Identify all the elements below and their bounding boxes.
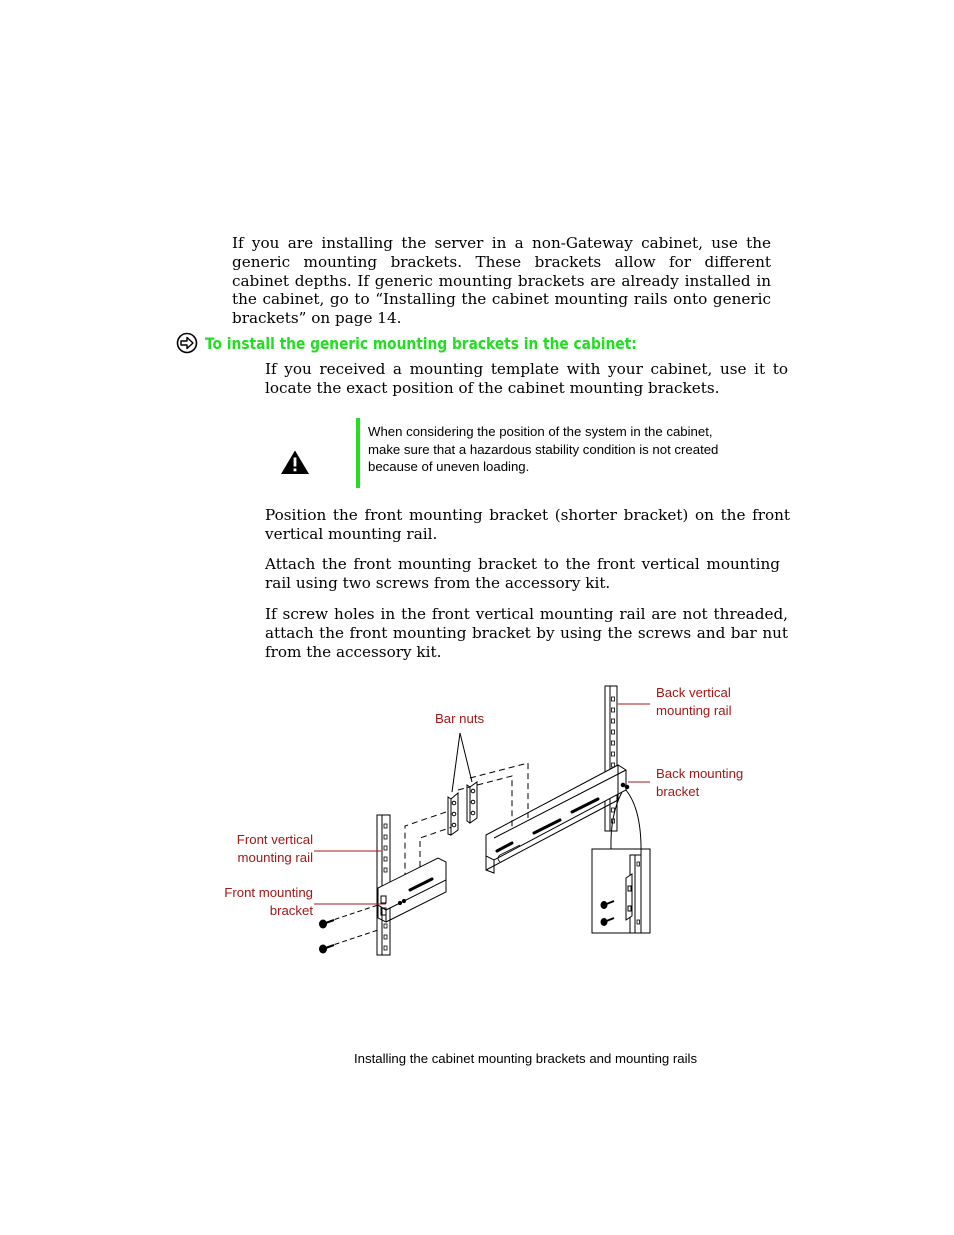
caution-text: When considering the position of the system in the cabinet, make sure that a hazardous stability condition is not created because of uneven loading.: [368, 424, 719, 474]
figure-caption: Installing the cabinet mounting brackets and mounting rails: [354, 1051, 698, 1066]
step-3-text: Attach the front mounting bracket to the front vertical mounting rail using two screws from the accessory kit.: [265, 555, 780, 592]
label-front-mounting-bracket: Front mounting bracket: [224, 885, 313, 918]
label-bar-nuts: Bar nuts: [435, 711, 485, 726]
procedure-heading-text: To install the generic mounting brackets in the cabinet:: [205, 333, 637, 353]
step-2-text: Position the front mounting bracket (shorter bracket) on the front vertical mounting rail.: [265, 506, 790, 543]
front-screws: [320, 905, 379, 953]
step-1-text: If you received a mounting template with your cabinet, use it to locate the exact position of the cabinet mounting brackets.: [265, 360, 788, 397]
label-front-vertical-rail: Front vertical mounting rail: [236, 832, 313, 865]
intro-paragraph: If you are installing the server in a non-Gateway cabinet, use the generic mounting brackets. These brackets allow for different cabinet depths. If generic mounting brackets are already installed in the cabinet, go to “Installing the cabinet mounting rails onto generic brackets” on page 14.: [232, 234, 771, 328]
bar-nuts: [448, 733, 477, 835]
label-back-vertical-rail: Back vertical mounting rail: [656, 685, 732, 718]
label-back-mounting-bracket: Back mounting bracket: [656, 766, 744, 799]
step-3-note: If screw holes in the front vertical mounting rail are not threaded, attach the front mounting bracket by using the screws and bar nut from the accessory kit.: [265, 605, 788, 661]
detail-inset: [592, 790, 650, 933]
